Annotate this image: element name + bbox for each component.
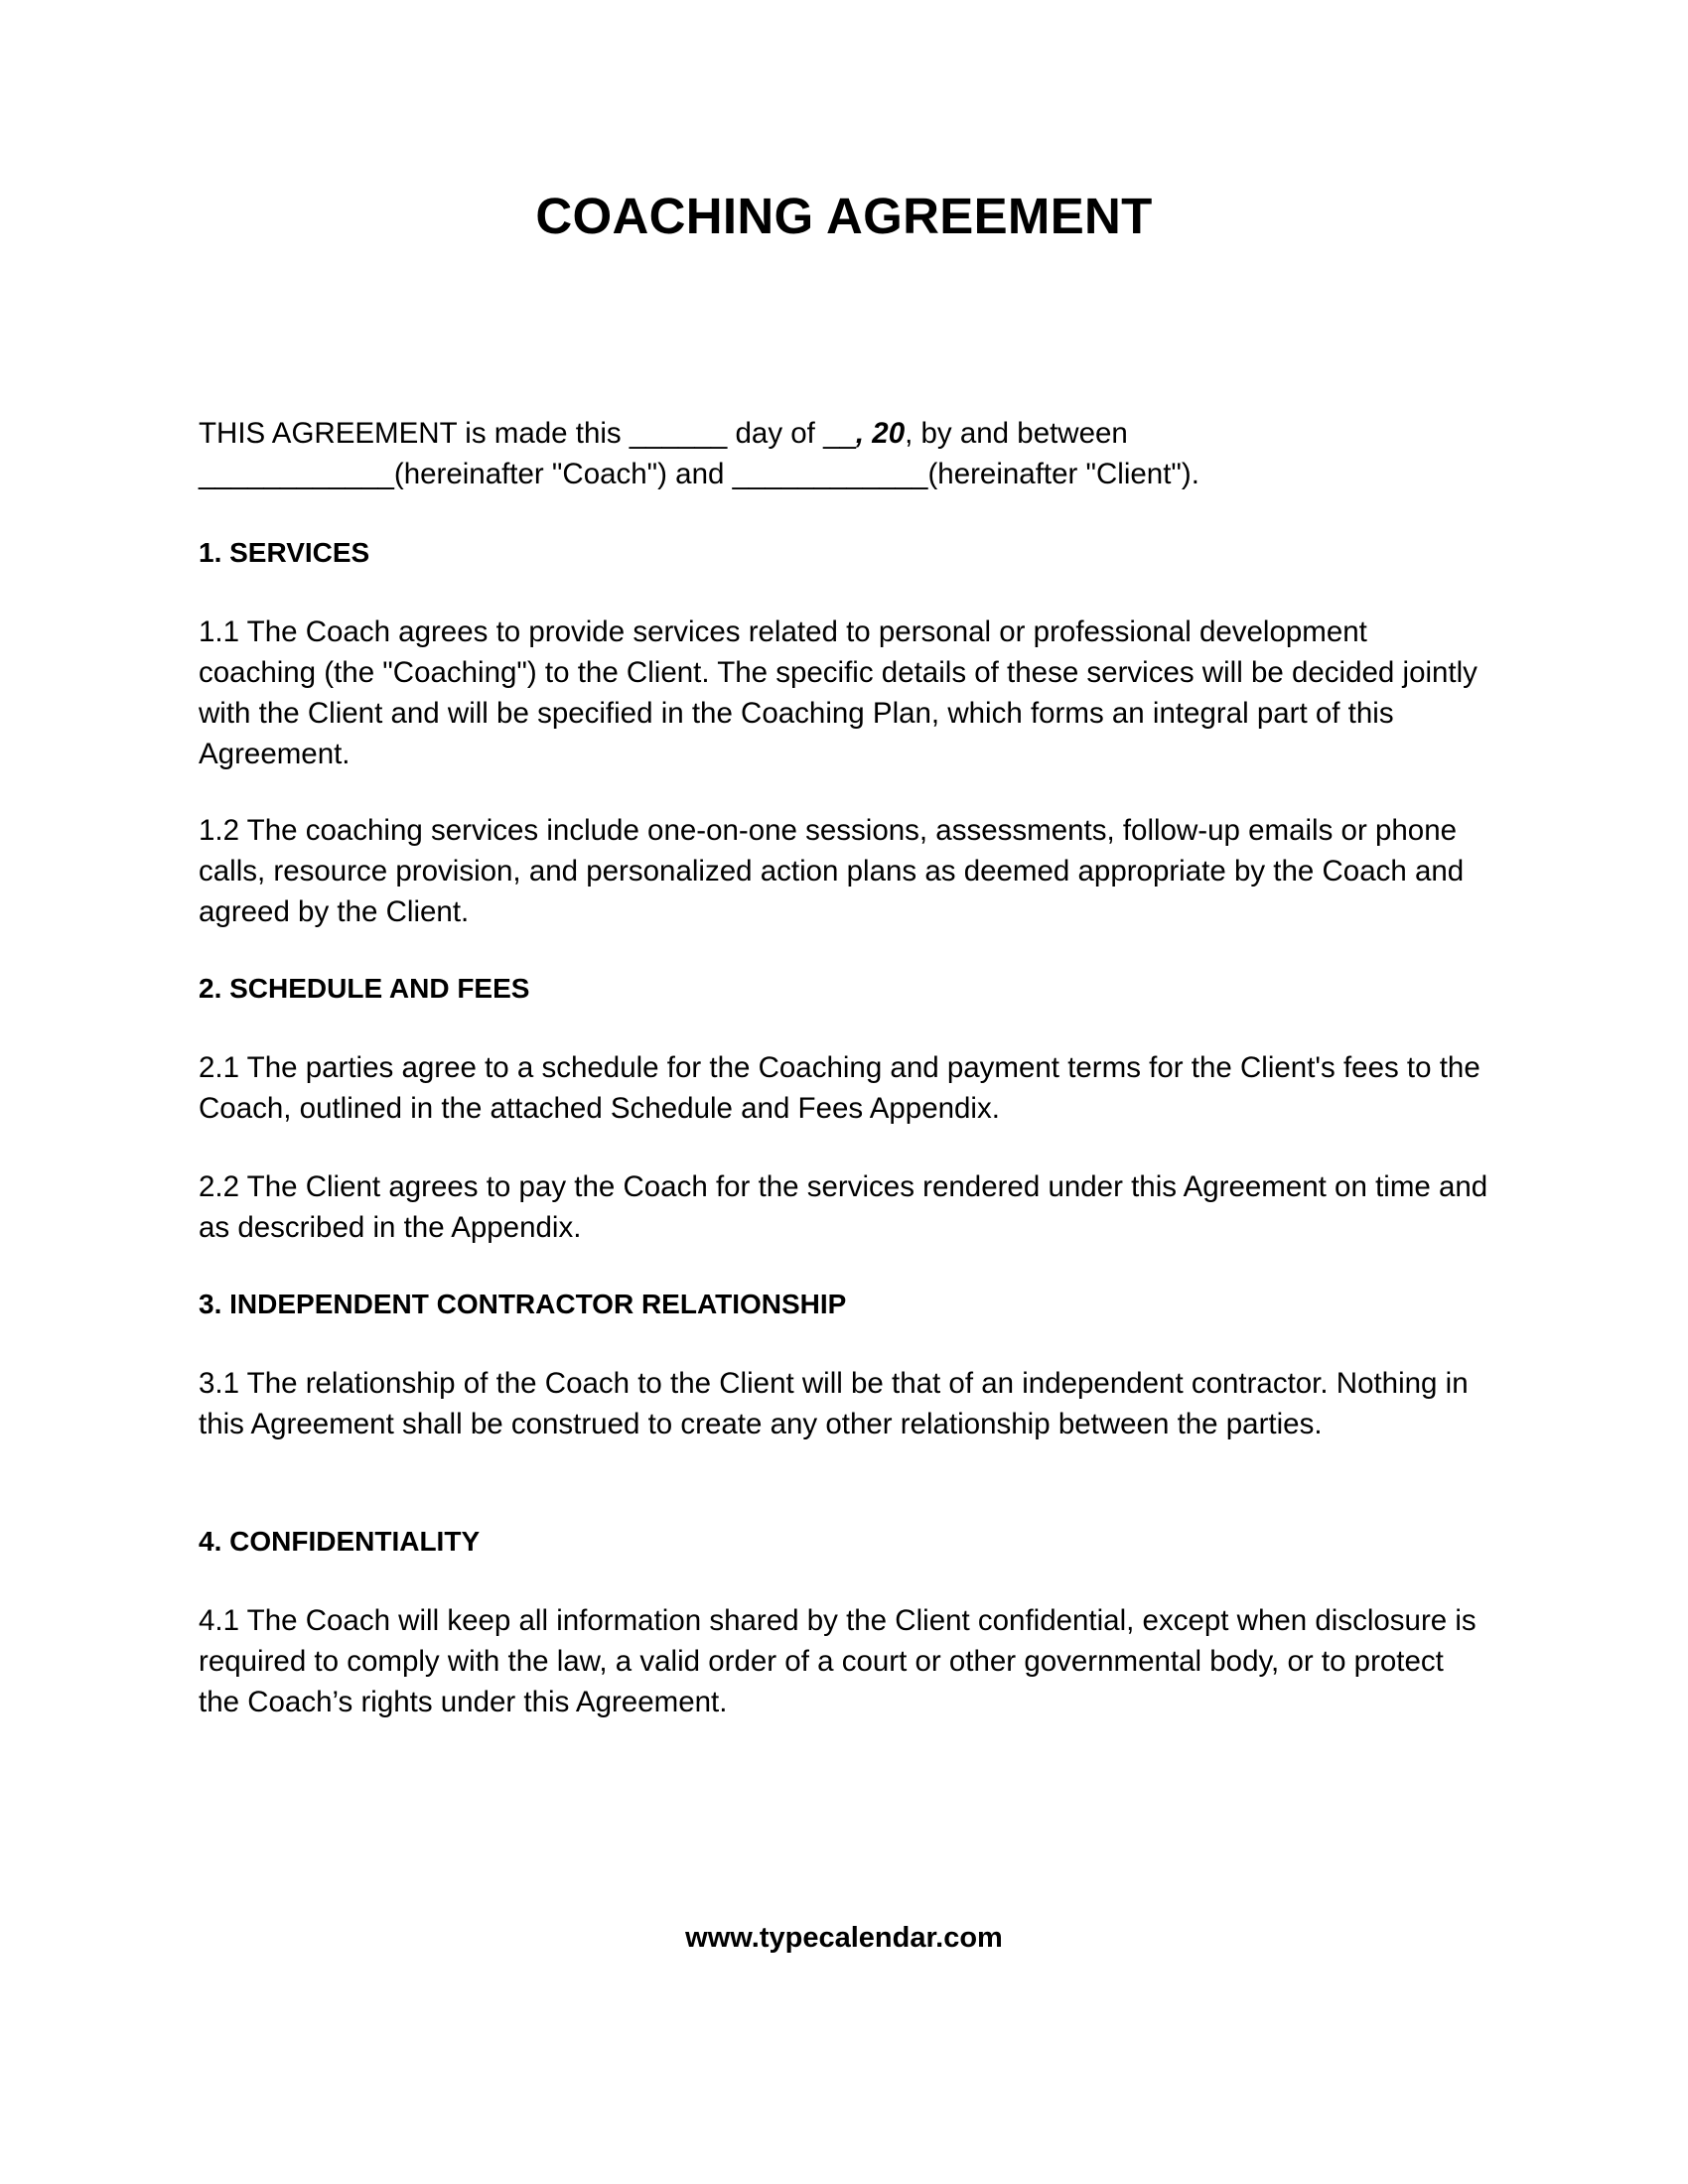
intro-line-1-end: , by and between — [905, 417, 1128, 450]
section-heading: 1. SERVICES — [199, 537, 370, 568]
intro-paragraph — [199, 413, 1489, 494]
intro-line-1 — [199, 413, 1489, 454]
intro-line-1-start: THIS AGREEMENT is made this ______ day of — [199, 417, 824, 450]
page-title: COACHING AGREEMENT — [535, 188, 1153, 244]
section-paragraph: 4.1 The Coach will keep all information shared by the Client confidential, except when disclosure is required to comply with the law, a valid order of a court or other governmental body, or to protect the Coach’s rights under this Agreement. — [199, 1604, 1477, 1718]
section-paragraph: 1.2 The coaching services include one-on-one sessions, assessments, follow-up emails or phone calls, resource provision, and personalized action plans as deemed appropriate by the Coach and agreed by the Client. — [199, 814, 1465, 928]
section-heading: 3. INDEPENDENT CONTRACTOR RELATIONSHIP — [199, 1289, 847, 1319]
section-paragraph: 1.1 The Coach agrees to provide services related to personal or professional development coaching (the "Coaching") to the Client. The specific details of these services will be decided jointly with the Client and will be specified in the Coaching Plan, which forms an integral part of this Agreement. — [199, 615, 1477, 770]
section-paragraph: 2.2 The Client agrees to pay the Coach for the services rendered under this Agreement on time and as described in the Appendix. — [199, 1170, 1488, 1244]
section-heading: 4. CONFIDENTIALITY — [199, 1526, 481, 1557]
intro-date-blank: __ — [823, 417, 856, 450]
section-heading: 2. SCHEDULE AND FEES — [199, 973, 530, 1004]
section-paragraph: 3.1 The relationship of the Coach to the Client will be that of an independent contractor. Nothing in this Agreement shall be construed to create any other relationship between the parties. — [199, 1367, 1469, 1440]
intro-line-2: ____________(hereinafter "Coach") and ____________(hereinafter "Client"). — [199, 458, 1199, 490]
footer-website: www.typecalendar.com — [685, 1922, 1003, 1954]
section-paragraph: 2.1 The parties agree to a schedule for the Coaching and payment terms for the Client's fees to the Coach, outlined in the attached Schedule and Fees Appendix. — [199, 1051, 1480, 1125]
intro-year: , 20 — [855, 417, 906, 450]
